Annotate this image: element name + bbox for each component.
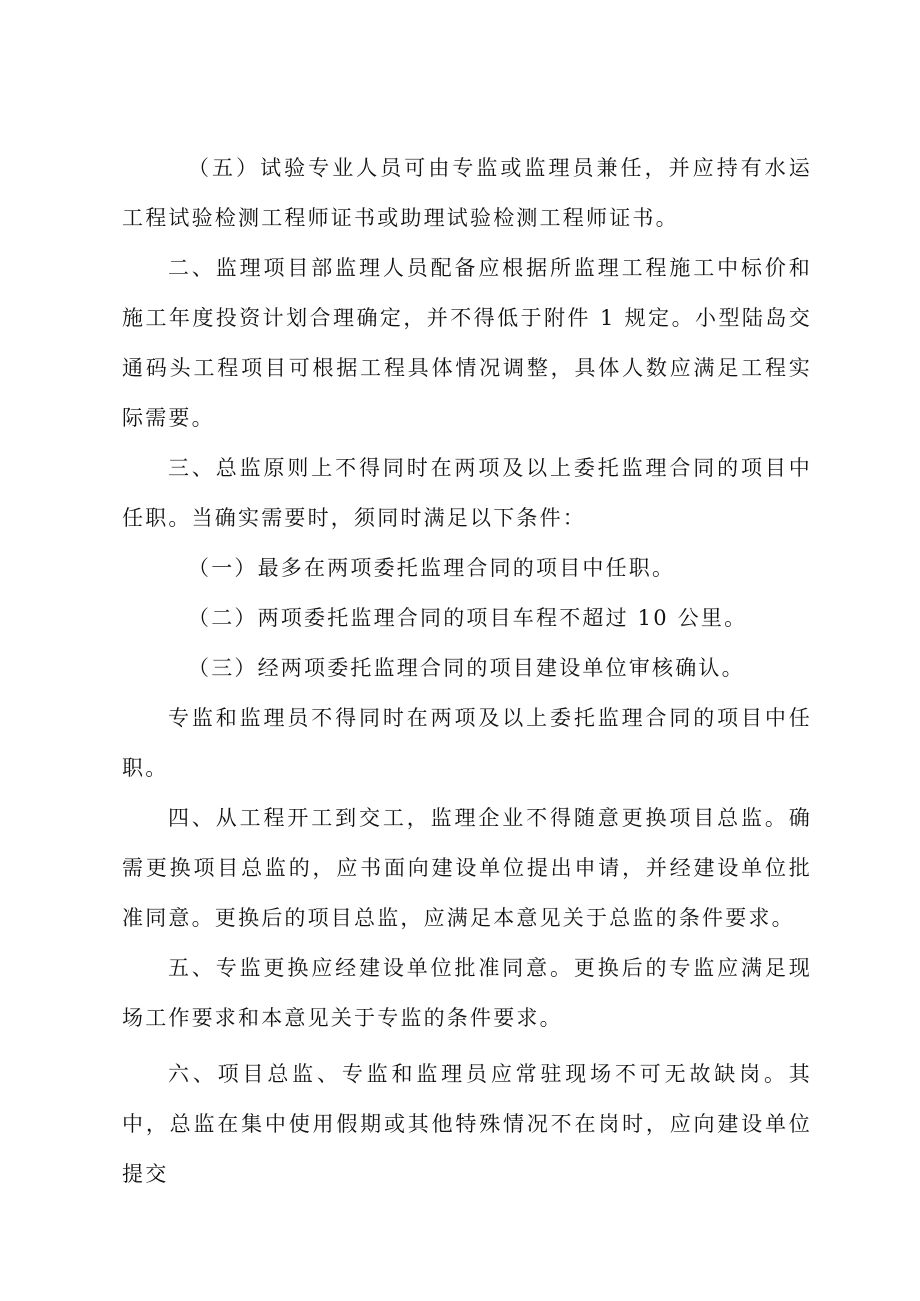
paragraph-section-6: 六、项目总监、专监和监理员应常驻现场不可无故缺岗。其中，总监在集中使用假期或其他特殊情况不在岗时，应向建设单位提交: [122, 1062, 812, 1186]
paragraph-section-3: 三、总监原则上不得同时在两项及以上委托监理合同的项目中任职。当确实需要时，须同时满足以下条件：: [122, 456, 812, 530]
paragraph-item-2: （二）两项委托监理合同的项目车程不超过 10 公里。: [188, 606, 748, 630]
paragraph-section-5: 五、专监更换应经建设单位批准同意。更换后的专监应满足现场工作要求和本意见关于专监的条件要求。: [122, 956, 812, 1030]
paragraph-item-1: （一）最多在两项委托监理合同的项目中任职。: [188, 556, 676, 580]
paragraph-item-5: （五）试验专业人员可由专监或监理员兼任，并应持有水运工程试验检测工程师证书或助理试验检测工程师证书。: [122, 156, 812, 230]
document-body: [122, 143, 812, 1199]
paragraph-staff-rule: 专监和监理员不得同时在两项及以上委托监理合同的项目中任职。: [122, 706, 812, 780]
paragraph-section-4: 四、从工程开工到交工，监理企业不得随意更换项目总监。确需更换项目总监的，应书面向建设单位提出申请，并经建设单位批准同意。更换后的项目总监，应满足本意见关于总监的条件要求。: [122, 806, 812, 930]
paragraph-item-3: （三）经两项委托监理合同的项目建设单位审核确认。: [188, 656, 745, 680]
paragraph-section-2: 二、监理项目部监理人员配备应根据所监理工程施工中标价和施工年度投资计划合理确定，并不得低于附件 1 规定。小型陆岛交通码头工程项目可根据工程具体情况调整，具体人数应满足工程实际需要。: [122, 256, 812, 430]
